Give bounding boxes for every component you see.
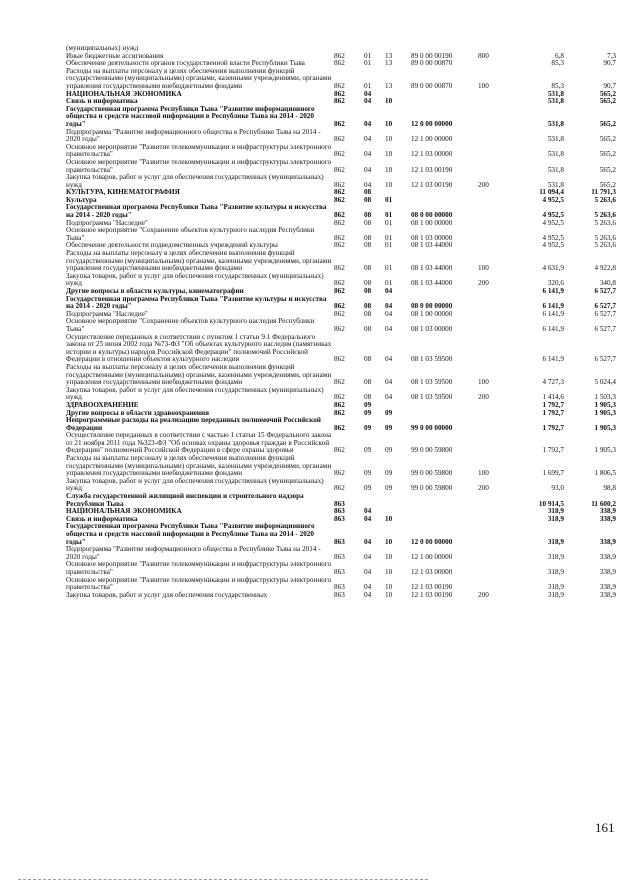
amount-year-1: 4 952,5: [542, 241, 564, 250]
amount-year-1: 11 094,4: [539, 188, 564, 197]
target-article-code: 08 1 03 44000: [411, 241, 453, 250]
amount-year-2: 338,9: [599, 514, 616, 523]
amount-year-2: 5 263,6: [594, 211, 616, 220]
target-article-code: 12 1 00 00000: [411, 135, 453, 144]
target-article-code: 08 1 03 59500: [411, 355, 453, 364]
section-code: 08: [364, 264, 372, 273]
amount-year-1: 531,8: [547, 165, 564, 174]
expense-type-code: 200: [478, 484, 489, 493]
subsection-code: 10: [385, 583, 393, 592]
department-code: 862: [334, 233, 345, 242]
amount-year-2: 338,9: [599, 537, 616, 546]
subsection-code: 04: [385, 324, 393, 333]
subsection-code: 10: [385, 552, 393, 561]
amount-year-1: 6 141,9: [542, 355, 564, 364]
subsection-code: 09: [385, 423, 393, 432]
department-code: 862: [334, 195, 345, 204]
section-code: 09: [364, 484, 372, 493]
target-article-code: 89 0 00 00190: [411, 51, 453, 60]
amount-year-2: 5 263,6: [594, 241, 616, 250]
amount-year-1: 4 952,5: [542, 233, 564, 242]
row-name: Осуществление переданных в соответствии с частью 1 статьи 15 Федерального закона от 21 ноября 2011 года №323-ФЗ "Об основах охраны здоровья граждан в Российской Федерации" полномочий Российской Федерации в сфере охраны здоровья: [66, 431, 332, 455]
department-code: 863: [334, 514, 345, 523]
section-code: 08: [364, 188, 372, 197]
amount-year-2: 6 527,7: [594, 309, 616, 318]
section-code: 08: [364, 324, 372, 333]
subsection-code: 01: [385, 233, 393, 242]
subsection-code: 10: [385, 165, 393, 174]
department-code: 863: [334, 583, 345, 592]
subsection-code: 10: [385, 514, 393, 523]
budget-table: [66, 45, 616, 599]
target-article-code: 08 1 00 00000: [411, 309, 453, 318]
amount-year-2: 565,2: [599, 89, 616, 98]
subsection-code: 13: [385, 81, 393, 90]
section-code: 04: [364, 514, 372, 523]
subsection-code: 04: [385, 302, 393, 311]
row-name: Подпрограмма "Наследие": [66, 218, 148, 227]
amount-year-1: 1 792,7: [542, 423, 564, 432]
amount-year-2: 1 905,3: [594, 446, 616, 455]
subsection-code: 13: [385, 59, 393, 68]
subsection-code: 10: [385, 97, 393, 106]
table-row: [66, 387, 616, 402]
row-name: НАЦИОНАЛЬНАЯ ЭКОНОМИКА: [66, 89, 182, 98]
amount-year-1: 6 141,9: [542, 324, 564, 333]
page-number: 161: [595, 820, 615, 835]
department-code: 862: [334, 59, 345, 68]
section-code: 01: [364, 59, 372, 68]
amount-year-2: 5 024,4: [594, 378, 616, 387]
amount-year-2: 6 527,7: [594, 287, 616, 295]
table-row: [66, 523, 616, 546]
row-name: Закупка товаров, работ и услуг для обеспечения государственных (муниципальных) нужд: [66, 476, 324, 493]
amount-year-2: 340,8: [599, 279, 616, 288]
department-code: 862: [334, 135, 345, 144]
subsection-code: 10: [385, 150, 393, 159]
target-article-code: 99 0 00 00000: [411, 423, 453, 432]
subsection-code: 01: [385, 279, 393, 288]
row-name: Служба государственной жилищной инспекции и строительного надзора Республики Тыва: [66, 492, 304, 508]
subsection-code: 04: [385, 309, 393, 318]
department-code: 862: [334, 469, 345, 478]
target-article-code: 99 0 00 59800: [411, 469, 453, 478]
section-code: 08: [364, 279, 372, 288]
target-article-code: 08 1 03 44000: [411, 279, 453, 288]
department-code: 862: [334, 264, 345, 273]
row-name: Основное мероприятие "Развитие телекоммуникации и инфраструктуры электронного правительства": [66, 575, 332, 592]
department-code: 862: [334, 302, 345, 311]
amount-year-1: 531,8: [547, 97, 564, 106]
target-article-code: 12 1 00 00000: [411, 552, 453, 561]
department-code: 862: [334, 378, 345, 387]
row-name: Подпрограмма "Развитие информационного общества в Республике Тыва на 2014 - 2020 годы": [66, 127, 321, 144]
row-name: Обеспечение деятельности органов государственной власти Республики Тыва: [66, 59, 305, 68]
subsection-code: 10: [385, 119, 393, 128]
amount-year-2: 1 806,5: [594, 469, 616, 478]
department-code: 862: [334, 446, 345, 455]
table-row: [66, 561, 616, 576]
section-code: 09: [364, 423, 372, 432]
amount-year-2: 565,2: [599, 180, 616, 189]
amount-year-2: 338,9: [599, 567, 616, 576]
amount-year-2: 5 263,6: [594, 233, 616, 242]
subsection-code: 04: [385, 393, 393, 402]
amount-year-2: 5 263,6: [594, 195, 616, 204]
subsection-code: 09: [385, 408, 393, 417]
table-row: [66, 493, 616, 508]
subsection-code: 09: [385, 484, 393, 493]
amount-year-1: 1 792,7: [542, 408, 564, 417]
section-code: 08: [364, 233, 372, 242]
target-article-code: 08 1 00 00000: [411, 218, 453, 227]
row-name: Расходы на выплаты персоналу в целях обеспечения выполнения функций государственными (муниципальными) органами, казенными учреждениями, органами управления государственными внебюджетными фондами: [66, 66, 332, 90]
amount-year-2: 5 263,6: [594, 218, 616, 227]
table-row: [66, 68, 616, 91]
row-name: ЗДРАВООХРАНЕНИЕ: [66, 400, 139, 409]
subsection-code: 10: [385, 537, 393, 546]
target-article-code: 08 1 03 44000: [411, 264, 453, 273]
amount-year-2: 7,3: [607, 51, 616, 60]
department-code: 862: [334, 408, 345, 417]
table-row: [66, 106, 616, 129]
target-article-code: 89 0 00 00870: [411, 81, 453, 90]
section-code: 08: [364, 378, 372, 387]
subsection-code: 10: [385, 135, 393, 144]
amount-year-1: 318,9: [547, 514, 564, 523]
amount-year-2: 1 905,3: [594, 408, 616, 417]
department-code: 862: [334, 188, 345, 197]
department-code: 862: [334, 97, 345, 106]
row-name: Иные бюджетные ассигнования: [66, 51, 164, 60]
section-code: 09: [364, 400, 372, 409]
department-code: 862: [334, 309, 345, 318]
subsection-code: 01: [385, 264, 393, 273]
subsection-code: 01: [385, 211, 393, 220]
subsection-code: 10: [385, 590, 393, 599]
department-code: 862: [334, 279, 345, 288]
row-name: Расходы на выплаты персоналу в целях обеспечения выполнения функций государственными (муниципальными) органами, казенными учреждениями, органами управления государственными внебюджетными фондами: [66, 362, 332, 387]
subsection-code: 01: [385, 195, 393, 204]
amount-year-1: 318,9: [547, 507, 564, 516]
subsection-code: 01: [385, 218, 393, 227]
target-article-code: 12 0 00 00000: [411, 537, 453, 546]
table-row: [66, 592, 616, 600]
amount-year-1: 1 414,6: [542, 393, 564, 402]
target-article-code: 08 0 00 00000: [411, 302, 453, 311]
section-code: 08: [364, 393, 372, 402]
department-code: 862: [334, 81, 345, 90]
section-code: 08: [364, 355, 372, 364]
amount-year-1: 10 914,5: [538, 499, 564, 508]
section-code: 09: [364, 446, 372, 455]
subsection-code: 13: [385, 51, 393, 60]
target-article-code: 99 0 00 59800: [411, 446, 453, 455]
section-code: 08: [364, 195, 372, 204]
target-article-code: 08 1 03 00000: [411, 324, 453, 333]
row-name: Основное мероприятие "Развитие телекоммуникации и инфраструктуры электронного правительства": [66, 560, 332, 576]
amount-year-2: 565,2: [599, 97, 616, 106]
row-name: Другие вопросы в области культуры, кинематографии: [66, 287, 244, 295]
amount-year-1: 318,9: [547, 552, 564, 561]
section-code: 04: [364, 583, 372, 592]
table-row: [66, 364, 616, 387]
department-code: 863: [334, 552, 345, 561]
table-row: [66, 296, 616, 311]
subsection-code: 09: [385, 469, 393, 478]
table-row: [66, 546, 616, 561]
department-code: 863: [334, 567, 345, 576]
target-article-code: 12 1 03 00190: [411, 590, 453, 599]
department-code: 862: [334, 484, 345, 493]
department-code: 862: [334, 355, 345, 364]
table-row: [66, 144, 616, 159]
table-row: [66, 318, 616, 333]
section-code: 09: [364, 469, 372, 478]
section-code: 04: [364, 97, 372, 106]
target-article-code: 12 1 03 00190: [411, 583, 453, 592]
table-row: [66, 227, 616, 242]
section-code: 08: [364, 309, 372, 318]
amount-year-1: 6 141,9: [542, 302, 564, 311]
row-name: Другие вопросы в области здравоохранения: [66, 408, 210, 417]
amount-year-1: 6 141,9: [542, 309, 564, 318]
table-row: [66, 334, 616, 364]
amount-year-2: 565,2: [599, 165, 616, 174]
target-article-code: 12 1 03 00000: [411, 567, 453, 576]
section-code: 04: [364, 165, 372, 174]
amount-year-1: 1 792,7: [542, 400, 564, 409]
amount-year-1: 4 952,5: [542, 218, 564, 227]
row-name: Обеспечение деятельности подведомственных учреждений культуры: [66, 241, 278, 250]
amount-year-1: 4 952,5: [542, 195, 564, 204]
section-code: 04: [364, 552, 372, 561]
department-code: 862: [334, 180, 345, 189]
expense-type-code: 100: [478, 81, 489, 90]
expense-type-code: 200: [478, 393, 489, 402]
row-name: Подпрограмма "Наследие": [66, 309, 148, 318]
amount-year-2: 565,2: [599, 135, 616, 144]
expense-type-code: 200: [478, 180, 489, 189]
subsection-code: 04: [385, 378, 393, 387]
subsection-code: 10: [385, 567, 393, 576]
subsection-code: 09: [385, 446, 393, 455]
section-code: 04: [364, 590, 372, 599]
target-article-code: 12 0 00 00000: [411, 119, 453, 128]
table-row: [66, 174, 616, 189]
section-code: 04: [364, 89, 372, 98]
amount-year-2: 98,8: [603, 484, 616, 493]
table-row: [66, 577, 616, 592]
expense-type-code: 100: [478, 469, 489, 478]
department-code: 862: [334, 119, 345, 128]
row-name: Закупка товаров, работ и услуг для обеспечения государственных: [66, 590, 268, 599]
target-article-code: 08 1 03 59500: [411, 393, 453, 402]
section-code: 01: [364, 81, 372, 90]
subsection-code: 04: [385, 287, 393, 295]
expense-type-code: 200: [478, 279, 489, 288]
table-row: [66, 159, 616, 174]
amount-year-1: 318,9: [547, 567, 564, 576]
row-name: Связь и информатика: [66, 97, 138, 106]
section-code: 04: [364, 150, 372, 159]
amount-year-1: 93,0: [551, 484, 564, 493]
amount-year-2: 6 527,7: [594, 302, 616, 311]
amount-year-1: 531,8: [547, 89, 564, 98]
amount-year-1: 6,8: [555, 51, 564, 60]
amount-year-1: 318,9: [547, 590, 564, 599]
amount-year-2: 565,2: [599, 150, 616, 159]
table-row: [66, 417, 616, 432]
section-code: 04: [364, 507, 372, 516]
department-code: 862: [334, 51, 345, 60]
row-name: Основное мероприятие "Развитие телекоммуникации и инфраструктуры электронного правительства": [66, 157, 332, 174]
department-code: 862: [334, 165, 345, 174]
section-code: 04: [364, 135, 372, 144]
table-row: [66, 129, 616, 144]
row-name: Закупка товаров, работ и услуг для обеспечения государственных (муниципальных) нужд: [66, 173, 324, 189]
department-code: 863: [334, 537, 345, 546]
amount-year-2: 1 905,3: [594, 400, 616, 409]
amount-year-1: 6 141,9: [542, 287, 564, 295]
section-code: 09: [364, 408, 372, 417]
department-code: 862: [334, 400, 345, 409]
expense-type-code: 200: [478, 590, 489, 599]
target-article-code: 08 0 00 00000: [411, 211, 453, 220]
section-code: 04: [364, 180, 372, 189]
table-row: [66, 250, 616, 273]
row-name: Закупка товаров, работ и услуг для обеспечения государственных (муниципальных) нужд: [66, 385, 324, 402]
amount-year-2: 6 527,7: [594, 324, 616, 333]
department-code: 863: [334, 499, 345, 508]
target-article-code: 08 1 03 00000: [411, 233, 453, 242]
department-code: 862: [334, 89, 345, 98]
department-code: 862: [334, 150, 345, 159]
department-code: 862: [334, 393, 345, 402]
section-code: 04: [364, 119, 372, 128]
amount-year-1: 320,6: [547, 279, 564, 288]
section-code: 08: [364, 211, 372, 220]
row-name: (муниципальных) нужд: [66, 44, 139, 52]
target-article-code: 12 1 03 00000: [411, 150, 453, 159]
amount-year-1: 531,8: [547, 119, 564, 128]
row-name: Государственная программа Республики Тыва "Развитие информационного общества и средств массовой информации в Республике Тыва на 2014 - 2020 годы": [66, 522, 315, 546]
row-name: Связь и информатика: [66, 514, 138, 523]
expense-type-code: 800: [478, 51, 489, 60]
department-code: 862: [334, 423, 345, 432]
row-name: Расходы на выплаты персоналу в целях обеспечения выполнения функций государственными (муниципальными) органами, казенными учреждениями, органами управления государственными внебюджетными фондами: [66, 249, 332, 273]
amount-year-2: 338,9: [599, 590, 616, 599]
row-name: Государственная программа Республики Тыва "Развитие информационного общества и средств массовой информации в Республике Тыва на 2014 - 2020 годы": [66, 104, 315, 128]
section-code: 08: [364, 287, 372, 295]
section-code: 04: [364, 567, 372, 576]
subsection-code: 01: [385, 241, 393, 250]
row-name: Основное мероприятие "Сохранение объектов культурного наследия Республики Тыва": [66, 317, 315, 333]
amount-year-1: 4 631,9: [542, 264, 564, 273]
amount-year-2: 11 791,3: [591, 188, 616, 197]
amount-year-2: 90,7: [603, 81, 616, 90]
amount-year-2: 1 905,3: [594, 423, 616, 432]
amount-year-2: 6 527,7: [594, 355, 616, 364]
amount-year-1: 1 792,7: [542, 446, 564, 455]
amount-year-2: 90,7: [603, 59, 616, 68]
row-name: Непрограммные расходы на реализацию переданных полномочий Российской Федерации: [66, 416, 321, 432]
amount-year-1: 4 952,5: [542, 211, 564, 220]
row-name: Подпрограмма "Развитие информационного общества в Республике Тыва на 2014 - 2020 годы": [66, 545, 321, 561]
target-article-code: 12 1 03 00190: [411, 180, 453, 189]
table-row: [66, 273, 616, 288]
amount-year-2: 338,9: [599, 552, 616, 561]
amount-year-1: 531,8: [547, 150, 564, 159]
department-code: 863: [334, 507, 345, 516]
section-code: 08: [364, 218, 372, 227]
amount-year-1: 4 727,3: [542, 378, 564, 387]
table-row: [66, 204, 616, 219]
department-code: 862: [334, 241, 345, 250]
section-code: 08: [364, 241, 372, 250]
target-article-code: 99 0 00 59800: [411, 484, 453, 493]
department-code: 863: [334, 590, 345, 599]
section-code: 01: [364, 51, 372, 60]
amount-year-1: 531,8: [547, 180, 564, 189]
expense-type-code: 100: [478, 264, 489, 273]
subsection-code: 10: [385, 180, 393, 189]
row-name: Основное мероприятие "Развитие телекоммуникации и инфраструктуры электронного правительства": [66, 142, 332, 159]
table-row: [66, 455, 616, 478]
row-name: Закупка товаров, работ и услуг для обеспечения государственных (муниципальных) нужд: [66, 271, 324, 288]
row-name: Осуществление переданных в соответствии с пунктом 1 статьи 9.1 Федерального закона от 25 июня 2002 года №73-ФЗ "Об объектах культурного наследия (памятниках истории и культуры) народов Российской Федерации" полномочий Российской Федерации в отношении объектов культурного наследия: [66, 332, 332, 364]
department-code: 862: [334, 324, 345, 333]
row-name: Культура: [66, 195, 97, 204]
row-name: Основное мероприятие "Сохранение объектов культурного наследия Республики Тыва": [66, 226, 315, 242]
table-row: [66, 432, 616, 455]
amount-year-2: 338,9: [599, 583, 616, 592]
amount-year-1: 85,3: [551, 59, 564, 68]
subsection-code: 04: [385, 355, 393, 364]
department-code: 862: [334, 287, 345, 295]
department-code: 862: [334, 211, 345, 220]
row-name: КУЛЬТУРА, КИНЕМАТОГРАФИЯ: [66, 188, 180, 197]
section-code: 08: [364, 302, 372, 311]
row-name: Государственная программа Республики Тыва "Развитие культуры и искусства на 2014 - 2020 годы": [66, 294, 327, 311]
amount-year-2: 338,9: [599, 507, 616, 516]
amount-year-1: 531,8: [547, 135, 564, 144]
bottom-divider: [18, 879, 428, 880]
amount-year-1: 318,9: [547, 583, 564, 592]
row-name: НАЦИОНАЛЬНАЯ ЭКОНОМИКА: [66, 507, 182, 516]
expense-type-code: 100: [478, 378, 489, 387]
row-name: Расходы на выплаты персоналу в целях обеспечения выполнения функций государственными (муниципальными) органами, казенными учреждениями, органами управления государственными внебюджетными фондами: [66, 454, 332, 478]
section-code: 04: [364, 537, 372, 546]
target-article-code: 12 1 03 00190: [411, 165, 453, 174]
amount-year-2: 4 922,8: [594, 264, 616, 273]
amount-year-1: 318,9: [547, 537, 564, 546]
table-row: [66, 478, 616, 493]
amount-year-1: 85,3: [551, 81, 564, 90]
target-article-code: 08 1 03 59500: [411, 378, 453, 387]
amount-year-2: 565,2: [599, 119, 616, 128]
amount-year-1: 1 699,7: [542, 469, 564, 478]
target-article-code: 89 0 00 00870: [411, 59, 453, 68]
amount-year-2: 1 503,3: [594, 393, 616, 402]
department-code: 862: [334, 218, 345, 227]
row-name: Государственная программа Республики Тыва "Развитие культуры и искусства на 2014 - 2020 годы": [66, 203, 327, 220]
amount-year-2: 11 600,2: [591, 499, 616, 508]
